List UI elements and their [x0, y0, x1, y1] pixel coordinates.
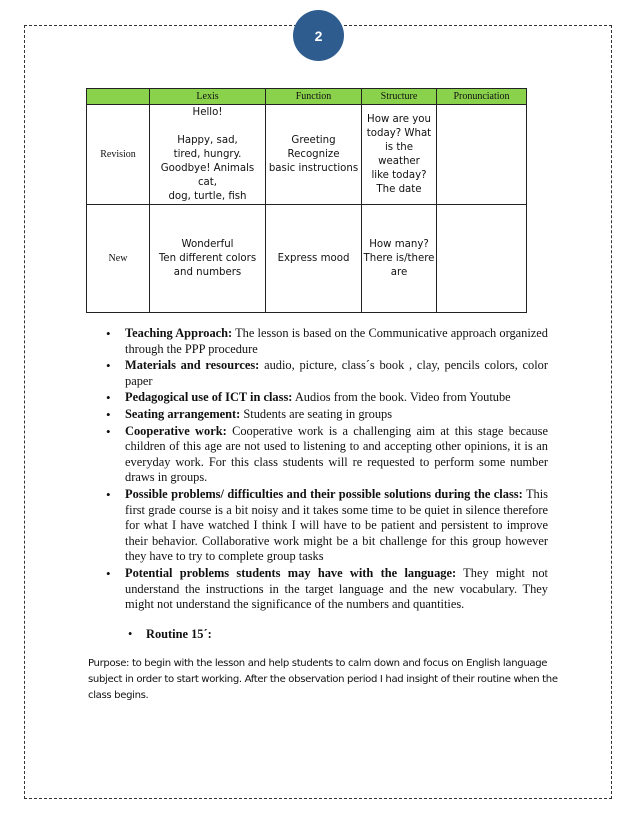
lesson-table	[86, 88, 527, 313]
row-label-revision: Revision	[87, 105, 150, 205]
table-header-structure: Structure	[362, 89, 437, 105]
page-number-badge: 2	[293, 10, 344, 61]
revision-pronunciation	[437, 105, 527, 205]
bullet-text: Students are seating in groups	[240, 406, 393, 421]
bullet-text: This first grade course is a bit noisy and it takes some time to be quiet in silence therefore for what I have watched I think I will have to be patient and persistent to improve their behavior. Collaborative work might be a bit challenge for this group however they have to try to complete group tasks	[125, 486, 548, 564]
bullet-title: Potential problems students may have with the language:	[125, 565, 457, 580]
new-function: Express mood	[266, 205, 362, 313]
table-header-pronunciation: Pronunciation	[437, 89, 527, 105]
table-header-lexis: Lexis	[150, 89, 266, 105]
revision-function: Greeting Recognize basic instructions	[266, 105, 362, 205]
lesson-details-list	[106, 326, 548, 614]
bullet-title: Seating arrangement:	[125, 406, 241, 421]
bullet-text: The lesson is based on the Communicative approach organized through the PPP procedure	[125, 326, 548, 356]
table-row-revision	[87, 105, 527, 205]
bullet-text: Audios from the book. Video from Youtube	[292, 390, 511, 405]
new-pronunciation	[437, 205, 527, 313]
bullet-title: Teaching Approach:	[125, 326, 233, 340]
list-item	[106, 358, 548, 389]
bullet-text: Cooperative work is a challenging aim at this stage because children of this age are not used to listening to and accepting other opinions, it is an everyday work. For this class students will re requested to perform some number draws in groups.	[125, 423, 548, 485]
list-item	[106, 326, 548, 357]
list-item	[106, 424, 548, 486]
table-header-function: Function	[266, 89, 362, 105]
table-header-row	[87, 89, 527, 105]
list-item	[106, 487, 548, 565]
revision-lexis: Hello! Happy, sad, tired, hungry. Goodbye! Animals cat, dog, turtle, fish	[150, 105, 266, 205]
bullet-text: audio, picture, class´s book , clay, pencils colors, color paper	[125, 358, 548, 388]
revision-structure: How are you today? What is the weather like today? The date	[362, 105, 437, 205]
bullet-title: Cooperative work:	[125, 423, 227, 438]
bullet-text: They might not understand the instructions in the target language and the new vocabulary. They might not understand the significance of the numbers and quantities.	[125, 565, 548, 612]
purpose-paragraph: Purpose: to begin with the lesson and help students to calm down and focus on English language subject in order to start working. After the observation period I had insight of their routine when the class begins.	[88, 658, 558, 701]
bullet-title: Pedagogical use of ICT in class:	[125, 390, 293, 405]
bullet-title: Materials and resources:	[125, 358, 260, 373]
new-lexis: Wonderful Ten different colors and numbers	[150, 205, 266, 313]
list-item	[106, 390, 548, 406]
table-row-new	[87, 205, 527, 313]
row-label-new: New	[87, 205, 150, 313]
bullet-title: Possible problems/ difficulties and their possible solutions during the class:	[125, 486, 523, 501]
list-item	[106, 566, 548, 613]
routine-heading: • Routine 15´:	[146, 627, 212, 642]
list-item	[106, 407, 548, 423]
table-header-blank	[87, 89, 150, 105]
new-structure: How many? There is/there are	[362, 205, 437, 313]
